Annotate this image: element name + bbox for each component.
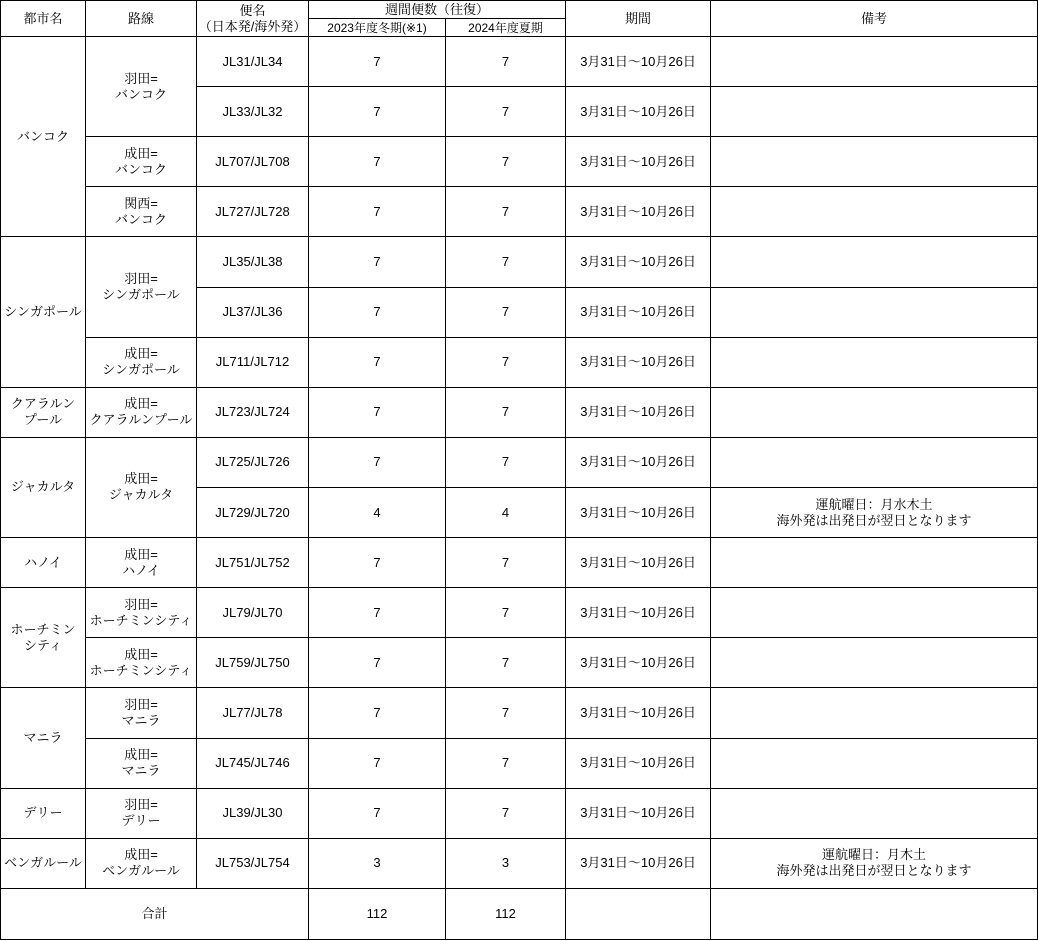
flight-number-cell: JL745/JL746 (197, 738, 309, 788)
flight-number-cell: JL39/JL30 (197, 788, 309, 838)
flight-number-cell: JL727/JL728 (197, 187, 309, 237)
flight-number-cell: JL31/JL34 (197, 37, 309, 87)
table-row (1, 838, 1038, 888)
weekly-2024-summer-cell: 7 (446, 87, 566, 137)
route-cell: 羽田= マニラ (86, 688, 197, 738)
flight-number-cell: JL33/JL32 (197, 87, 309, 137)
table-row (1, 688, 1038, 738)
period-cell: 3月31日～10月26日 (566, 137, 711, 187)
weekly-2024-summer-cell: 7 (446, 237, 566, 287)
weekly-2024-summer-cell: 3 (446, 838, 566, 888)
remarks-cell (711, 137, 1038, 187)
weekly-2023-winter-cell: 7 (309, 87, 446, 137)
remarks-cell (711, 688, 1038, 738)
period-cell: 3月31日～10月26日 (566, 788, 711, 838)
weekly-2023-winter-cell: 7 (309, 688, 446, 738)
period-cell: 3月31日～10月26日 (566, 638, 711, 688)
city-name-cell: マニラ (1, 688, 86, 788)
weekly-2024-summer-cell: 7 (446, 437, 566, 487)
remarks-cell (711, 588, 1038, 638)
route-cell: 羽田= バンコク (86, 37, 197, 137)
route-cell: 成田= シンガポール (86, 337, 197, 387)
table-row (1, 137, 1038, 187)
route-cell: 羽田= ホーチミンシティ (86, 588, 197, 638)
header-flight-sub: （日本発/海外発） (198, 18, 307, 34)
city-name-cell: デリー (1, 788, 86, 838)
remarks-cell (711, 287, 1038, 337)
remarks-cell (711, 538, 1038, 588)
weekly-2023-winter-cell: 7 (309, 187, 446, 237)
weekly-2024-summer-cell: 7 (446, 588, 566, 638)
weekly-2023-winter-cell: 7 (309, 588, 446, 638)
header-flight (197, 1, 309, 37)
period-cell: 3月31日～10月26日 (566, 738, 711, 788)
weekly-2024-summer-cell: 7 (446, 287, 566, 337)
period-cell: 3月31日～10月26日 (566, 287, 711, 337)
remarks-cell (711, 387, 1038, 437)
flight-number-cell: JL37/JL36 (197, 287, 309, 337)
route-cell: 羽田= シンガポール (86, 237, 197, 337)
weekly-2024-summer-cell: 7 (446, 638, 566, 688)
weekly-2024-summer-cell: 7 (446, 387, 566, 437)
remarks-cell (711, 738, 1038, 788)
route-cell: 成田= ホーチミンシティ (86, 638, 197, 688)
total-weekly-2024-summer: 112 (446, 889, 566, 940)
period-cell: 3月31日～10月26日 (566, 87, 711, 137)
route-cell: 成田= ハノイ (86, 538, 197, 588)
weekly-2023-winter-cell: 7 (309, 137, 446, 187)
total-remarks (711, 889, 1038, 940)
route-cell: 成田= クアラルンプール (86, 387, 197, 437)
flight-number-cell: JL77/JL78 (197, 688, 309, 738)
weekly-2024-summer-cell: 7 (446, 688, 566, 738)
weekly-2023-winter-cell: 7 (309, 638, 446, 688)
remarks-cell (711, 237, 1038, 287)
weekly-2024-summer-cell: 4 (446, 487, 566, 537)
weekly-2023-winter-cell: 7 (309, 437, 446, 487)
flight-number-cell: JL753/JL754 (197, 838, 309, 888)
route-cell: 成田= マニラ (86, 738, 197, 788)
route-cell: 羽田= デリー (86, 788, 197, 838)
table-row (1, 187, 1038, 237)
table-row (1, 788, 1038, 838)
table-row (1, 638, 1038, 688)
route-cell: 成田= ベンガルール (86, 838, 197, 888)
city-name-cell: クアラルン プール (1, 387, 86, 437)
period-cell: 3月31日～10月26日 (566, 37, 711, 87)
weekly-2023-winter-cell: 4 (309, 487, 446, 537)
period-cell: 3月31日～10月26日 (566, 538, 711, 588)
weekly-2023-winter-cell: 7 (309, 387, 446, 437)
period-cell: 3月31日～10月26日 (566, 437, 711, 487)
header-season-2024-summer: 2024年度夏期 (446, 19, 566, 37)
remarks-cell (711, 638, 1038, 688)
header-remarks: 備考 (711, 1, 1038, 37)
total-row (1, 889, 1038, 940)
remarks-cell (711, 788, 1038, 838)
weekly-2023-winter-cell: 7 (309, 287, 446, 337)
flight-number-cell: JL707/JL708 (197, 137, 309, 187)
remarks-cell: 運航曜日：月木土 海外発は出発日が翌日となります (711, 838, 1038, 888)
flight-number-cell: JL711/JL712 (197, 337, 309, 387)
city-name-cell: ハノイ (1, 538, 86, 588)
remarks-cell (711, 187, 1038, 237)
weekly-2024-summer-cell: 7 (446, 37, 566, 87)
period-cell: 3月31日～10月26日 (566, 237, 711, 287)
weekly-2024-summer-cell: 7 (446, 137, 566, 187)
flight-number-cell: JL759/JL750 (197, 638, 309, 688)
weekly-2024-summer-cell: 7 (446, 538, 566, 588)
weekly-2023-winter-cell: 7 (309, 538, 446, 588)
weekly-2023-winter-cell: 7 (309, 237, 446, 287)
header-season-2023-winter: 2023年度冬期(※1) (309, 19, 446, 37)
header-period: 期間 (566, 1, 711, 37)
route-cell: 関西= バンコク (86, 187, 197, 237)
table-row (1, 437, 1038, 487)
total-label: 合計 (1, 889, 309, 940)
weekly-2024-summer-cell: 7 (446, 788, 566, 838)
city-name-cell: ベンガルール (1, 838, 86, 888)
weekly-2023-winter-cell: 3 (309, 838, 446, 888)
header-city: 都市名 (1, 1, 86, 37)
period-cell: 3月31日～10月26日 (566, 588, 711, 638)
header-route: 路線 (86, 1, 197, 37)
flight-number-cell: JL723/JL724 (197, 387, 309, 437)
remarks-cell (711, 437, 1038, 487)
table-row (1, 588, 1038, 638)
city-name-cell: ジャカルタ (1, 437, 86, 537)
city-name-cell: バンコク (1, 37, 86, 237)
period-cell: 3月31日～10月26日 (566, 688, 711, 738)
header-flight-label: 便名 (239, 2, 266, 18)
table-row (1, 337, 1038, 387)
remarks-cell: 運航曜日：月水木土 海外発は出発日が翌日となります (711, 487, 1038, 537)
total-weekly-2023-winter: 112 (309, 889, 446, 940)
route-cell: 成田= バンコク (86, 137, 197, 187)
weekly-2024-summer-cell: 7 (446, 738, 566, 788)
flight-number-cell: JL751/JL752 (197, 538, 309, 588)
remarks-cell (711, 87, 1038, 137)
period-cell: 3月31日～10月26日 (566, 838, 711, 888)
period-cell: 3月31日～10月26日 (566, 387, 711, 437)
table-row (1, 37, 1038, 87)
period-cell: 3月31日～10月26日 (566, 337, 711, 387)
table-row (1, 738, 1038, 788)
flight-number-cell: JL35/JL38 (197, 237, 309, 287)
table-row (1, 237, 1038, 287)
weekly-2023-winter-cell: 7 (309, 788, 446, 838)
flight-number-cell: JL79/JL70 (197, 588, 309, 638)
remarks-cell (711, 337, 1038, 387)
weekly-2024-summer-cell: 7 (446, 337, 566, 387)
table-row (1, 387, 1038, 437)
city-name-cell: シンガポール (1, 237, 86, 387)
total-period (566, 889, 711, 940)
weekly-2023-winter-cell: 7 (309, 37, 446, 87)
table-row (1, 538, 1038, 588)
weekly-2024-summer-cell: 7 (446, 187, 566, 237)
period-cell: 3月31日～10月26日 (566, 487, 711, 537)
period-cell: 3月31日～10月26日 (566, 187, 711, 237)
schedule-body (1, 37, 1038, 889)
route-cell: 成田= ジャカルタ (86, 437, 197, 537)
city-name-cell: ホーチミン シティ (1, 588, 86, 688)
flight-number-cell: JL725/JL726 (197, 437, 309, 487)
weekly-2023-winter-cell: 7 (309, 738, 446, 788)
header-weekly: 週間便数（往復） (309, 1, 566, 19)
flight-number-cell: JL729/JL720 (197, 487, 309, 537)
remarks-cell (711, 37, 1038, 87)
weekly-2023-winter-cell: 7 (309, 337, 446, 387)
